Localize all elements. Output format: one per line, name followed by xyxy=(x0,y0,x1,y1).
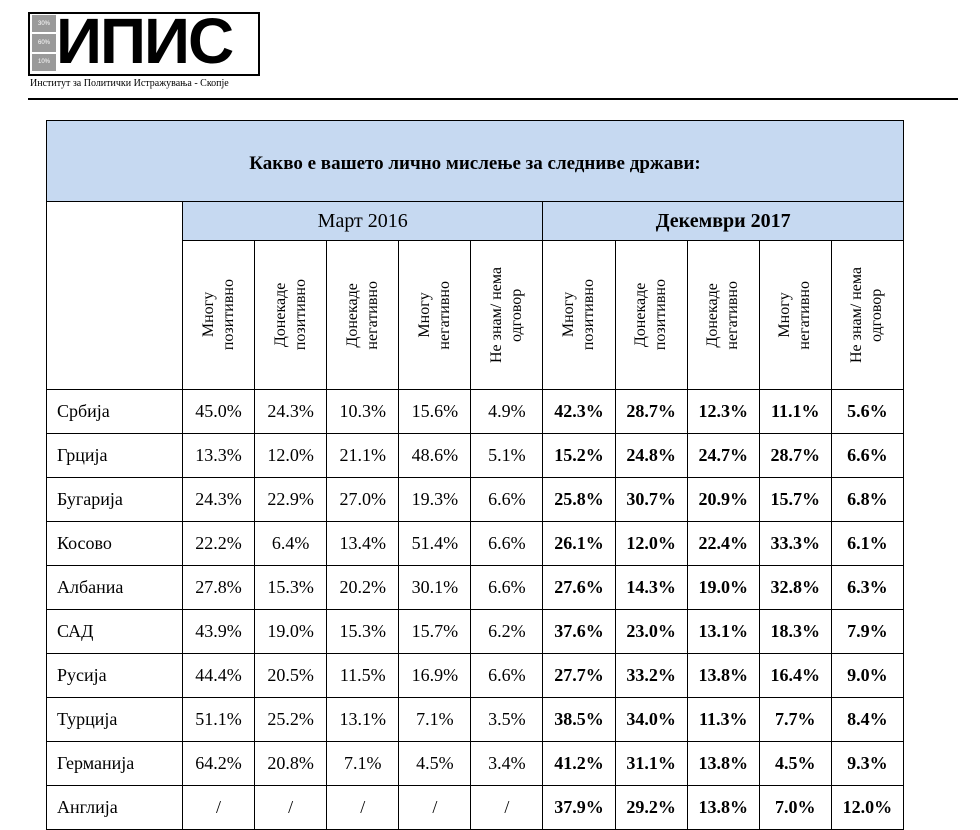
value-cell-dec2017: 38.5% xyxy=(543,698,615,742)
country-cell: Англија xyxy=(47,786,183,830)
country-cell: Косово xyxy=(47,522,183,566)
value-cell-dec2017: 20.9% xyxy=(687,478,759,522)
value-cell-dec2017: 15.7% xyxy=(759,478,831,522)
value-cell-mar2016: 24.3% xyxy=(183,478,255,522)
header-divider xyxy=(28,98,958,100)
country-cell: Србија xyxy=(47,390,183,434)
value-cell-dec2017: 42.3% xyxy=(543,390,615,434)
value-cell-dec2017: 12.0% xyxy=(615,522,687,566)
table-row xyxy=(47,742,904,786)
value-cell-dec2017: 24.8% xyxy=(615,434,687,478)
value-cell-mar2016: 10.3% xyxy=(327,390,399,434)
country-cell: Албаниа xyxy=(47,566,183,610)
value-cell-mar2016: 6.2% xyxy=(471,610,543,654)
value-cell-dec2017: 28.7% xyxy=(615,390,687,434)
value-cell-mar2016: 20.8% xyxy=(255,742,327,786)
value-cell-mar2016: 6.6% xyxy=(471,654,543,698)
column-header-mar2016 xyxy=(471,241,543,390)
table-row xyxy=(47,654,904,698)
value-cell-mar2016: 27.0% xyxy=(327,478,399,522)
value-cell-mar2016: 22.2% xyxy=(183,522,255,566)
country-cell: Грција xyxy=(47,434,183,478)
country-cell: Турција xyxy=(47,698,183,742)
value-cell-mar2016: 6.6% xyxy=(471,478,543,522)
value-cell-dec2017: 37.9% xyxy=(543,786,615,830)
value-cell-dec2017: 4.5% xyxy=(759,742,831,786)
column-header-mar2016 xyxy=(183,241,255,390)
value-cell-dec2017: 15.2% xyxy=(543,434,615,478)
value-cell-mar2016: 25.2% xyxy=(255,698,327,742)
value-cell-mar2016: 6.6% xyxy=(471,522,543,566)
value-cell-dec2017: 18.3% xyxy=(759,610,831,654)
value-cell-dec2017: 27.6% xyxy=(543,566,615,610)
value-cell-dec2017: 6.1% xyxy=(831,522,903,566)
value-cell-dec2017: 13.8% xyxy=(687,786,759,830)
value-cell-dec2017: 26.1% xyxy=(543,522,615,566)
value-cell-mar2016: 43.9% xyxy=(183,610,255,654)
value-cell-mar2016: 48.6% xyxy=(399,434,471,478)
opinion-table xyxy=(46,120,904,830)
column-header-label: Донекаде позитивно xyxy=(632,279,670,351)
value-cell-mar2016: 22.9% xyxy=(255,478,327,522)
table-row xyxy=(47,434,904,478)
value-cell-mar2016: 15.3% xyxy=(255,566,327,610)
corner-cell xyxy=(47,202,183,390)
logo-bar: 60% xyxy=(32,34,56,51)
value-cell-mar2016: 15.6% xyxy=(399,390,471,434)
value-cell-mar2016: 12.0% xyxy=(255,434,327,478)
column-header-label: Не знам/ нема одговор xyxy=(487,267,525,363)
value-cell-mar2016: 4.5% xyxy=(399,742,471,786)
value-cell-dec2017: 11.3% xyxy=(687,698,759,742)
value-cell-dec2017: 11.1% xyxy=(759,390,831,434)
ipis-logo xyxy=(28,5,260,92)
country-cell: САД xyxy=(47,610,183,654)
column-header-dec2017 xyxy=(759,241,831,390)
table-row xyxy=(47,478,904,522)
column-header-dec2017 xyxy=(543,241,615,390)
value-cell-dec2017: 29.2% xyxy=(615,786,687,830)
value-cell-mar2016: 13.3% xyxy=(183,434,255,478)
value-cell-dec2017: 12.3% xyxy=(687,390,759,434)
column-header-mar2016 xyxy=(399,241,471,390)
value-cell-mar2016: 44.4% xyxy=(183,654,255,698)
value-cell-dec2017: 32.8% xyxy=(759,566,831,610)
value-cell-dec2017: 27.7% xyxy=(543,654,615,698)
value-cell-mar2016: 6.4% xyxy=(255,522,327,566)
value-cell-dec2017: 6.8% xyxy=(831,478,903,522)
value-cell-dec2017: 24.7% xyxy=(687,434,759,478)
column-header-label: Донекаде позитивно xyxy=(271,279,309,351)
value-cell-dec2017: 14.3% xyxy=(615,566,687,610)
value-cell-mar2016: 19.3% xyxy=(399,478,471,522)
value-cell-mar2016: / xyxy=(399,786,471,830)
column-header-label: Донекаде негативно xyxy=(704,280,742,350)
value-cell-dec2017: 34.0% xyxy=(615,698,687,742)
value-cell-mar2016: 20.5% xyxy=(255,654,327,698)
value-cell-mar2016: 64.2% xyxy=(183,742,255,786)
column-header-label: Не знам/ нема одговор xyxy=(848,267,886,363)
value-cell-mar2016: 13.4% xyxy=(327,522,399,566)
value-cell-mar2016: 21.1% xyxy=(327,434,399,478)
column-header-dec2017 xyxy=(687,241,759,390)
value-cell-dec2017: 31.1% xyxy=(615,742,687,786)
column-header-mar2016 xyxy=(327,241,399,390)
country-cell: Бугарија xyxy=(47,478,183,522)
value-cell-dec2017: 7.0% xyxy=(759,786,831,830)
value-cell-dec2017: 23.0% xyxy=(615,610,687,654)
value-cell-dec2017: 37.6% xyxy=(543,610,615,654)
value-cell-mar2016: 11.5% xyxy=(327,654,399,698)
value-cell-dec2017: 9.3% xyxy=(831,742,903,786)
value-cell-mar2016: 15.7% xyxy=(399,610,471,654)
value-cell-dec2017: 19.0% xyxy=(687,566,759,610)
column-header-label: Донекаде негативно xyxy=(343,280,381,350)
value-cell-dec2017: 25.8% xyxy=(543,478,615,522)
value-cell-mar2016: 24.3% xyxy=(255,390,327,434)
logo-subtitle: Институт за Политички Истражувања - Скопје xyxy=(30,78,229,89)
column-header-dec2017 xyxy=(615,241,687,390)
value-cell-mar2016: 51.1% xyxy=(183,698,255,742)
country-cell: Русија xyxy=(47,654,183,698)
country-cell: Германија xyxy=(47,742,183,786)
period-header-mar2016: Март 2016 xyxy=(183,202,543,241)
value-cell-dec2017: 13.1% xyxy=(687,610,759,654)
column-header-label: Многу позитивно xyxy=(560,279,598,351)
value-cell-dec2017: 6.3% xyxy=(831,566,903,610)
value-cell-dec2017: 7.7% xyxy=(759,698,831,742)
value-cell-dec2017: 41.2% xyxy=(543,742,615,786)
column-header-mar2016 xyxy=(255,241,327,390)
value-cell-mar2016: 27.8% xyxy=(183,566,255,610)
value-cell-mar2016: 51.4% xyxy=(399,522,471,566)
logo-bar-chart-icon xyxy=(32,15,56,71)
value-cell-mar2016: / xyxy=(183,786,255,830)
value-cell-dec2017: 33.3% xyxy=(759,522,831,566)
value-cell-dec2017: 22.4% xyxy=(687,522,759,566)
logo-text: ИПИС xyxy=(56,5,233,77)
value-cell-dec2017: 9.0% xyxy=(831,654,903,698)
column-header-dec2017 xyxy=(831,241,903,390)
table-row xyxy=(47,566,904,610)
value-cell-dec2017: 13.8% xyxy=(687,654,759,698)
value-cell-dec2017: 5.6% xyxy=(831,390,903,434)
table-row xyxy=(47,698,904,742)
value-cell-mar2016: 7.1% xyxy=(327,742,399,786)
value-cell-dec2017: 8.4% xyxy=(831,698,903,742)
table-body xyxy=(47,390,904,830)
value-cell-mar2016: / xyxy=(327,786,399,830)
value-cell-dec2017: 12.0% xyxy=(831,786,903,830)
value-cell-mar2016: 13.1% xyxy=(327,698,399,742)
logo-bar: 10% xyxy=(32,54,56,71)
value-cell-dec2017: 16.4% xyxy=(759,654,831,698)
column-header-label: Многу позитивно xyxy=(199,279,237,351)
value-cell-mar2016: 19.0% xyxy=(255,610,327,654)
value-cell-mar2016: 4.9% xyxy=(471,390,543,434)
value-cell-mar2016: 6.6% xyxy=(471,566,543,610)
value-cell-mar2016: 5.1% xyxy=(471,434,543,478)
value-cell-mar2016: 16.9% xyxy=(399,654,471,698)
value-cell-mar2016: / xyxy=(471,786,543,830)
value-cell-mar2016: 20.2% xyxy=(327,566,399,610)
value-cell-dec2017: 33.2% xyxy=(615,654,687,698)
column-header-label: Многу негативно xyxy=(776,280,814,350)
logo-bar: 30% xyxy=(32,15,56,32)
value-cell-mar2016: 7.1% xyxy=(399,698,471,742)
value-cell-dec2017: 28.7% xyxy=(759,434,831,478)
value-cell-mar2016: / xyxy=(255,786,327,830)
value-cell-mar2016: 30.1% xyxy=(399,566,471,610)
table-title: Какво е вашето лично мислење за следниве држави: xyxy=(47,121,904,202)
period-header-dec2017: Декември 2017 xyxy=(543,202,904,241)
value-cell-mar2016: 15.3% xyxy=(327,610,399,654)
table-row xyxy=(47,786,904,830)
value-cell-dec2017: 7.9% xyxy=(831,610,903,654)
value-cell-dec2017: 30.7% xyxy=(615,478,687,522)
value-cell-dec2017: 6.6% xyxy=(831,434,903,478)
value-cell-dec2017: 13.8% xyxy=(687,742,759,786)
table-row xyxy=(47,522,904,566)
value-cell-mar2016: 45.0% xyxy=(183,390,255,434)
table-row xyxy=(47,390,904,434)
value-cell-mar2016: 3.4% xyxy=(471,742,543,786)
table-row xyxy=(47,610,904,654)
value-cell-mar2016: 3.5% xyxy=(471,698,543,742)
column-header-label: Многу негативно xyxy=(415,280,453,350)
